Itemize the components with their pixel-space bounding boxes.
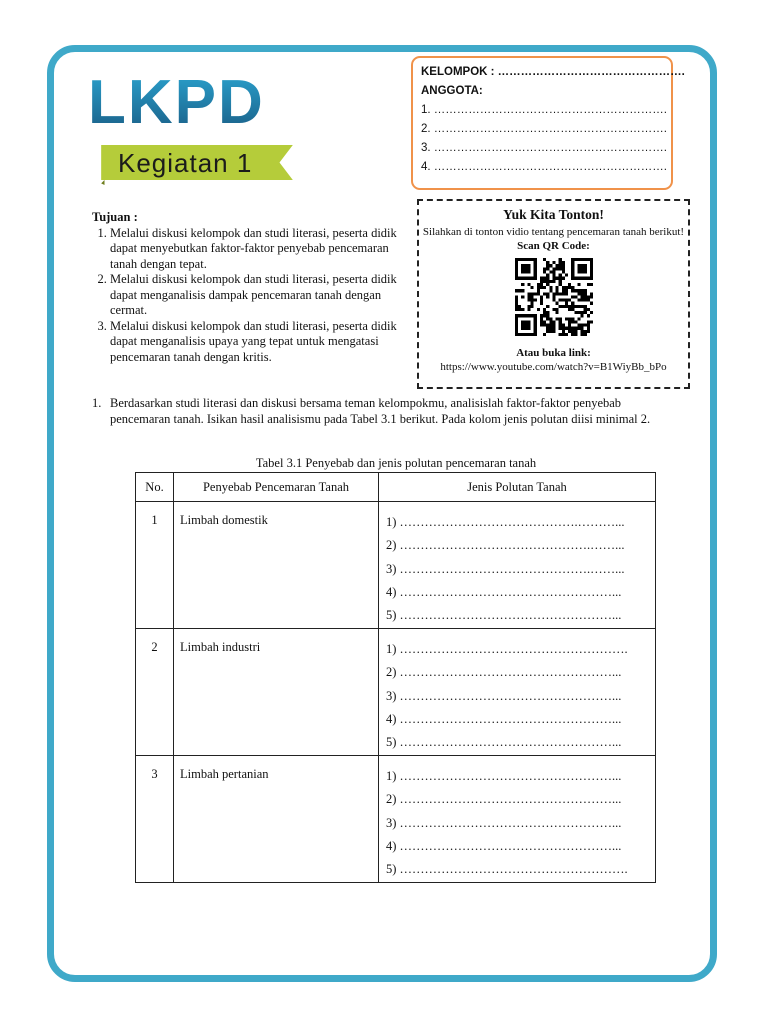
member-field[interactable]: 2. ……………………………………………………. — [421, 123, 667, 135]
answer-blank[interactable]: 2) ……………………………………….……... — [386, 538, 625, 553]
row-cause: Limbah industri — [174, 629, 379, 756]
qr-label: Scan QR Code: — [517, 240, 590, 252]
table-row — [136, 756, 656, 883]
group-info-box — [411, 56, 685, 190]
row-number: 2 — [136, 629, 174, 756]
table-caption: Tabel 3.1 Penyebab dan jenis polutan pencemaran tanah — [255, 456, 537, 470]
answer-blank[interactable]: 2) ……………………………………………... — [386, 665, 622, 680]
alt-link-label: Atau buka link: — [516, 347, 591, 359]
answer-blank[interactable]: 4) ……………………………………………... — [386, 584, 622, 599]
col-header-cause: Penyebab Pencemaran Tanah — [174, 473, 379, 502]
answer-blank[interactable]: 3) ……………………………………………... — [386, 688, 622, 703]
objectives-section — [92, 210, 410, 365]
objectives-list — [92, 226, 410, 366]
member-field[interactable]: 1. ……………………………………………………. — [421, 104, 667, 116]
row-blanks — [379, 502, 656, 629]
row-cause: Limbah pertanian — [174, 756, 379, 883]
question-number: 1. — [92, 396, 102, 410]
qr-code-icon[interactable] — [515, 258, 593, 336]
col-header-no: No. — [136, 473, 174, 502]
row-number: 1 — [136, 502, 174, 629]
answer-blank[interactable]: 3) ……………………………………….……... — [386, 561, 625, 576]
row-number: 3 — [136, 756, 174, 883]
members-label: ANGGOTA: — [421, 85, 483, 97]
video-link[interactable]: https://www.youtube.com/watch?v=B1WiyBb_bPo — [440, 361, 667, 373]
question-text: Berdasarkan studi literasi dan diskusi bersama teman kelompokmu, analisislah faktor-faktor penyebab pencemaran tanah. Isikan hasil analisismu pada Tabel 3.1 berikut. Pada kolom jenis polutan diisi minimal 2. — [110, 396, 651, 426]
question-1 — [92, 395, 662, 427]
row-cause: Limbah domestik — [174, 502, 379, 629]
answer-blank[interactable]: 4) ……………………………………………... — [386, 711, 622, 726]
objectives-heading: Tujuan : — [92, 210, 138, 224]
pollution-table — [135, 472, 656, 883]
answer-blank[interactable]: 1) ……………………………………………... — [386, 769, 622, 783]
group-field[interactable]: KELOMPOK : …………………………………………. — [421, 66, 685, 78]
table-row — [136, 629, 656, 756]
answer-blank[interactable]: 3) ……………………………………………... — [386, 815, 622, 830]
video-box — [417, 199, 690, 389]
answer-blank[interactable]: 5) ……………………………………………... — [386, 608, 622, 623]
answer-blank[interactable]: 4) ……………………………………………... — [386, 838, 622, 853]
answer-blank[interactable]: 5) ………………………………………………. — [386, 862, 628, 877]
video-subtitle: Silahkan di tonton vidio tentang pencemaran tanah berikut! — [422, 226, 685, 238]
activity-label: Kegiatan 1 — [118, 148, 253, 178]
objective-item: 2. Melalui diskusi kelompok dan studi literasi, peserta didik dapat menganalisis dampak pencemaran tanah dengan cermat. — [110, 272, 410, 319]
row-blanks — [379, 629, 656, 756]
lkpd-logo: LKPD — [88, 68, 265, 137]
row-blanks — [379, 756, 656, 883]
table-header-row — [136, 473, 656, 502]
answer-blank[interactable]: 5) ……………………………………………... — [386, 735, 622, 750]
table-row — [136, 502, 656, 629]
video-title: Yuk Kita Tonton! — [503, 207, 604, 222]
member-field[interactable]: 4. ……………………………………………………. — [421, 161, 667, 173]
answer-blank[interactable]: 2) ……………………………………………... — [386, 792, 622, 807]
objective-item: 1. Melalui diskusi kelompok dan studi literasi, peserta didik dapat menyebutkan faktor-faktor penyebab pencemaran tanah dengan tepat. — [110, 226, 410, 273]
member-field[interactable]: 3. ……………………………………………………. — [421, 142, 667, 154]
answer-blank[interactable]: 1) …………………………………….………... — [386, 515, 625, 529]
objective-item: 3. Melalui diskusi kelompok dan studi literasi, peserta didik dapat menganalisis upaya yang tepat untuk mengatasi pencemaran tanah dengan kritis. — [110, 319, 410, 366]
answer-blank[interactable]: 1) ………………………………………………. — [386, 642, 628, 656]
col-header-pollutant: Jenis Polutan Tanah — [379, 473, 656, 502]
